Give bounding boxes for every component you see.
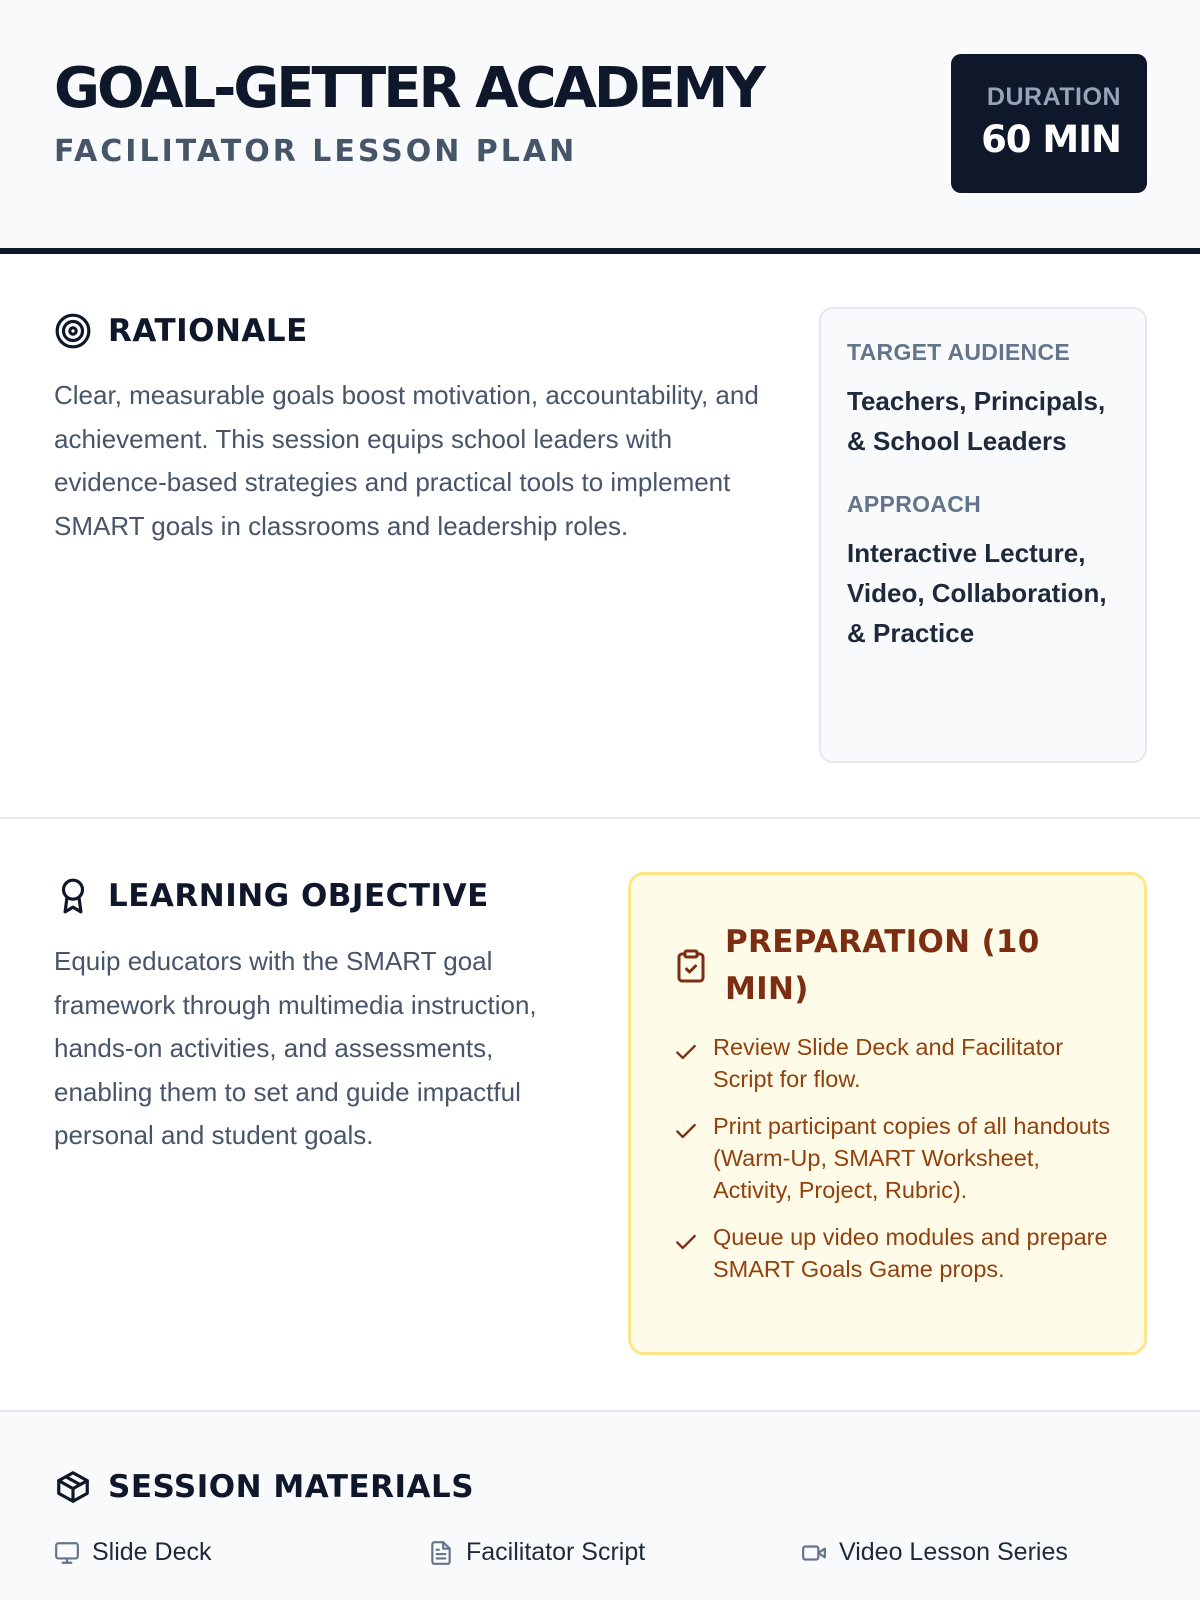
approach-label: APPROACH	[847, 491, 982, 517]
award-icon	[54, 877, 92, 915]
rationale-heading	[54, 312, 308, 350]
material-label: Facilitator Script	[466, 1538, 646, 1566]
video-icon	[801, 1540, 827, 1566]
list-item-text: Print participant copies of all handouts (Warm-Up, SMART Worksheet, Activity, Project, Rubric).	[713, 1113, 1111, 1203]
info-card	[819, 307, 1147, 763]
list-item	[673, 1110, 1123, 1206]
preparation-heading	[673, 919, 1065, 1013]
target-icon	[54, 312, 92, 350]
monitor-icon	[54, 1540, 80, 1566]
duration-badge	[951, 54, 1147, 193]
objective-text: Equip educators with the SMART goal framework through multimedia instruction, hands-on activities, and assessments, enabling them to set and guide impactful personal and student goals.	[54, 946, 537, 1150]
rationale-text: Clear, measurable goals boost motivation, accountability, and achievement. This session equips school leaders with evidence-based strategies and practical tools to implement SMART goals in classrooms and leadership roles.	[54, 380, 759, 541]
section-divider	[0, 817, 1200, 819]
preparation-card	[628, 872, 1147, 1355]
material-item-slide-deck	[54, 1538, 212, 1567]
audience-label: TARGET AUDIENCE	[847, 339, 1070, 365]
objective-heading	[54, 877, 489, 915]
material-item-facilitator-script	[428, 1538, 645, 1567]
file-text-icon	[428, 1540, 454, 1566]
approach-value: Interactive Lecture, Video, Collaboration, & Practice	[847, 538, 1107, 648]
check-icon	[673, 1118, 699, 1144]
material-label: Slide Deck	[92, 1538, 212, 1566]
page-subtitle: FACILITATOR LESSON PLAN	[54, 134, 578, 169]
list-item-text: Review Slide Deck and Facilitator Script for flow.	[713, 1034, 1064, 1092]
materials-heading	[54, 1468, 474, 1506]
check-icon	[673, 1039, 699, 1065]
list-item-text: Queue up video modules and prepare SMART Goals Game props.	[713, 1224, 1108, 1282]
rationale-title: RATIONALE	[108, 313, 308, 349]
duration-label: DURATION	[986, 83, 1121, 111]
list-item	[673, 1031, 1123, 1095]
package-icon	[54, 1468, 92, 1506]
preparation-list	[673, 1031, 1123, 1300]
check-icon	[673, 1229, 699, 1255]
clipboard-check-icon	[673, 948, 709, 984]
materials-title: SESSION MATERIALS	[108, 1469, 475, 1505]
page-header	[0, 0, 1200, 254]
material-item-video-series	[801, 1538, 1068, 1567]
material-label: Video Lesson Series	[839, 1538, 1068, 1566]
audience-value: Teachers, Principals, & School Leaders	[847, 386, 1106, 456]
duration-value: 60 MIN	[981, 118, 1121, 161]
preparation-title: PREPARATION (10 MIN)	[725, 924, 1040, 1007]
list-item	[673, 1221, 1123, 1285]
page-title: GOAL-GETTER ACADEMY	[54, 56, 763, 121]
objective-title: LEARNING OBJECTIVE	[108, 878, 489, 914]
